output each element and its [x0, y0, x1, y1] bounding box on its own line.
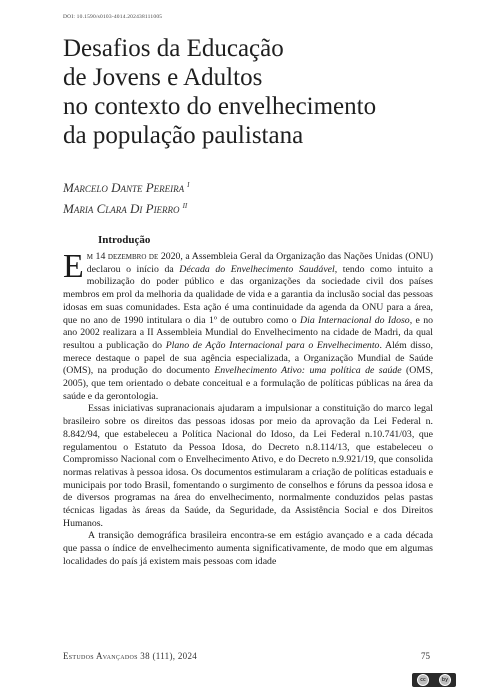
emphasis: Dia Internacional do Idoso	[300, 314, 410, 326]
title-line: no contexto do envelhecimento	[63, 93, 377, 120]
doi-line: DOI: 10.1590/s0103-4014.202438111005	[63, 14, 163, 20]
creative-commons-icon[interactable]	[412, 673, 456, 687]
paragraph: A transição demográfica brasileira encontra-se em estágio avançado e a cada década que passa o índice de envelhecimento aumenta significativamente, de modo que em algumas localidades do país já existem mais pessoas com idade	[63, 530, 433, 567]
emphasis: Envelhecimento Ativo: uma política de saúde	[214, 365, 402, 377]
text-run: , tendo como intuito a mobilização do poder público e das organizações da sociedade civil dos países membros em prol da melhoria da qualidade de vida e a garantia da inclusão social das pessoas idosas em suas comunidades. Esta ação é uma continuidade da agenda da ONU para a área, que no ano de 1990 intitulara o dia 1º de outubro como o	[63, 263, 433, 326]
text-run: 2020, a Assembleia Geral da Organização das Nações Unidas (ONU) declarou o início da	[86, 251, 433, 275]
title-line: de Jovens e Adultos	[63, 64, 263, 91]
author-name: Marcelo Dante Pereira	[63, 180, 185, 195]
author	[63, 176, 190, 197]
text-run: (OMS, 2005), que tem orientado o debate conceitual e a formulação de políticas públicas na área da saúde e da gerontologia.	[63, 365, 433, 402]
paragraph: Essas iniciativas supranacionais ajudaram a impulsionar a constituição do marco legal brasileiro sobre os direitos das pessoas idosas por meio da aprovação da Lei Federal n. 8.842/94, que estabeleceu a Política Nacional do Idoso, da Lei Federal n.10.741/03, que regulamentou o Estatuto da Pessoa Idosa, do Decreto n.8.114/13, que estabeleceu o Compromisso Nacional com o Envelhecimento Ativo, e do Decreto n.9.921/19, que consolida normas relativas à pessoa idosa. Os documentos estimularam a criação de políticas estaduais e municipais por todo Brasil, fomentando o surgimento de conselhos e fóruns da pessoa idosa e de diversos programas na área do envelhecimento, normalmente conduzidos pelas pastas técnicas ligadas às áreas da Saúde, da Seguridade, da Assistência Social e dos Direitos Humanos.	[63, 403, 433, 529]
page-number: 75	[421, 651, 430, 661]
lead-in: m 14 dezembro de	[86, 251, 159, 262]
emphasis: Plano de Ação Internacional para o Envelhecimento	[165, 339, 380, 351]
paragraph	[63, 248, 434, 403]
emphasis: Década do Envelhecimento Saudável	[179, 263, 335, 275]
author-affiliation-mark[interactable]: I	[187, 181, 190, 189]
article-body	[63, 248, 434, 569]
text-run: . Além disso, merece destaque o papel de sua agência especializada, a Organização Mundial de Saúde (OMS), na produção do documento	[63, 339, 434, 377]
title-line: Desafios da Educação	[63, 35, 284, 62]
text-run: , e no ano 2002 realizara a II Assembleia Mundial do Envelhecimento na cidade de Madri, da qual resultou a publicação do	[63, 314, 433, 351]
author-name: Maria Clara Di Pierro	[63, 201, 180, 216]
author	[63, 197, 190, 218]
author-affiliation-mark[interactable]: II	[182, 202, 188, 210]
drop-cap: E	[63, 248, 84, 285]
journal-footer: Estudos Avançados 38 (111), 2024	[63, 651, 198, 661]
article-title	[63, 34, 463, 150]
by-glyph: by	[439, 674, 451, 686]
cc-glyph: cc	[417, 674, 429, 686]
section-heading: Introdução	[98, 234, 151, 246]
author-list	[63, 176, 190, 218]
title-line: da população paulistana	[63, 122, 304, 149]
